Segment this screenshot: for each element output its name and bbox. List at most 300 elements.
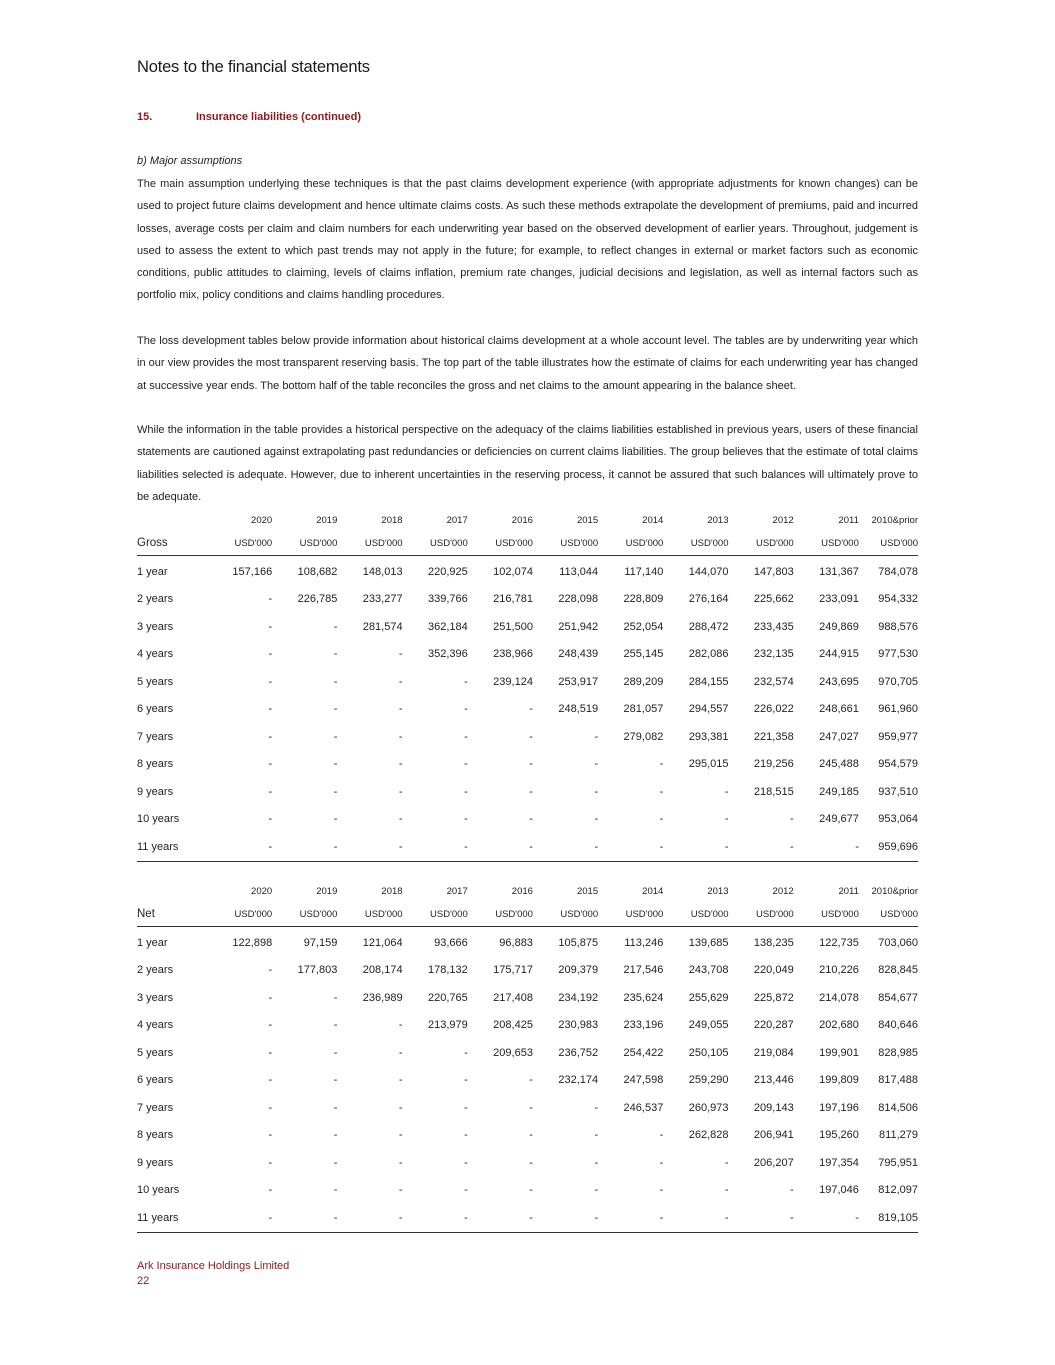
table-row: [137, 1177, 918, 1205]
table-cell: -: [529, 785, 533, 798]
unit-header: USD'000: [207, 531, 272, 556]
unit-header: USD'000: [403, 902, 468, 927]
table-cell: -: [663, 833, 728, 861]
table-cell: 814,506: [878, 1101, 918, 1114]
row-label: 5 years: [137, 1046, 174, 1059]
table-cell: -: [659, 785, 664, 798]
row-label: 4 years: [137, 1019, 174, 1032]
table-cell: 206,941: [753, 1129, 794, 1142]
table-cell: -: [333, 675, 338, 688]
table-cell: -: [333, 648, 338, 661]
unit-header: USD'000: [403, 531, 468, 556]
table-cell: 228,809: [623, 593, 664, 606]
unit-header: USD'000: [533, 902, 598, 927]
year-header: 2012: [772, 514, 794, 526]
table-cell: 249,677: [819, 813, 859, 826]
row-label: 3 years: [137, 991, 174, 1004]
table-cell: -: [464, 813, 468, 826]
table-cell: -: [659, 1184, 664, 1197]
table-cell: -: [268, 1101, 273, 1114]
unit-header: USD'000: [272, 531, 337, 556]
table-cell: -: [272, 1204, 337, 1232]
unit-header: USD'000: [337, 531, 402, 556]
table-cell: -: [337, 833, 402, 861]
table-cell: 248,519: [558, 703, 599, 716]
table-cell: 206,207: [753, 1156, 794, 1169]
table-cell: -: [594, 758, 599, 771]
table-cell: -: [268, 1156, 273, 1169]
year-header: 2018: [381, 885, 403, 897]
footer-company-name: Ark Insurance Holdings Limited: [137, 1260, 290, 1272]
table-row: [137, 1067, 918, 1095]
table-cell: 157,166: [232, 565, 273, 578]
table-cell: -: [659, 1129, 664, 1142]
row-label: 2 years: [137, 593, 174, 606]
table-cell: -: [790, 1184, 794, 1197]
table-cell: 243,695: [819, 675, 859, 688]
header-blank: [137, 880, 207, 902]
net-loss-development-table: [137, 880, 918, 1233]
table-cell: 339,766: [427, 593, 468, 606]
year-header: 2019: [316, 514, 338, 526]
table-cell: -: [398, 785, 403, 798]
table-cell: 254,422: [623, 1046, 664, 1059]
table-cell: 197,196: [819, 1101, 859, 1114]
table-cell: -: [398, 675, 403, 688]
table-cell: -: [268, 758, 273, 771]
table-row: [137, 558, 918, 586]
table-cell: -: [794, 1204, 859, 1232]
table-cell: 197,354: [819, 1156, 859, 1169]
table-cell: 226,785: [297, 593, 338, 606]
table-cell: -: [398, 1156, 403, 1169]
table-cell: 228,098: [558, 593, 599, 606]
table-cell: -: [207, 833, 272, 861]
table-cell: -: [333, 1074, 338, 1087]
table-cell: 108,682: [297, 565, 338, 578]
table-row: [137, 696, 918, 724]
table-cell: -: [398, 1046, 403, 1059]
row-label: 11 years: [137, 1204, 207, 1232]
row-label: 4 years: [137, 648, 174, 661]
table-cell: 937,510: [878, 785, 918, 798]
table-cell: 259,290: [688, 1074, 729, 1087]
year-header: 2013: [707, 885, 729, 897]
table-cell: 251,500: [493, 620, 533, 633]
table-cell: -: [724, 1156, 729, 1169]
table-cell: -: [268, 813, 273, 826]
table-cell: -: [594, 1129, 599, 1142]
table-cell: 195,260: [819, 1129, 859, 1142]
table-cell: -: [333, 1046, 338, 1059]
table-cell: -: [598, 1204, 663, 1232]
table-cell: -: [659, 758, 664, 771]
table-cell: -: [333, 785, 338, 798]
table-cell: 121,064: [362, 936, 403, 949]
table-cell: 138,235: [753, 936, 794, 949]
header-blank: [137, 509, 207, 531]
table-cell: 235,624: [623, 991, 664, 1004]
footer-page-number: 22: [137, 1275, 150, 1287]
table-cell: 253,917: [558, 675, 599, 688]
table-cell: 812,097: [878, 1184, 918, 1197]
table-cell: -: [464, 1101, 468, 1114]
table-cell: 854,677: [878, 991, 918, 1004]
table-cell: -: [403, 1204, 468, 1232]
table-cell: 248,661: [819, 703, 859, 716]
year-header: 2011: [838, 514, 859, 526]
table-cell: 282,086: [688, 648, 729, 661]
table-cell: -: [207, 1204, 272, 1232]
table-cell: 246,537: [623, 1101, 664, 1114]
table-cell: -: [529, 1129, 533, 1142]
table-cell: 988,576: [878, 620, 918, 633]
table-cell: -: [594, 1184, 599, 1197]
table-cell: -: [729, 833, 794, 861]
table-cell: -: [403, 833, 468, 861]
table-cell: 217,408: [493, 991, 533, 1004]
table-cell: 244,915: [819, 648, 859, 661]
table-cell: -: [663, 1204, 728, 1232]
table-cell: -: [333, 813, 338, 826]
table-row: [137, 778, 918, 806]
table-cell: -: [790, 813, 794, 826]
table-cell: 249,055: [688, 1019, 729, 1032]
table-cell: 202,680: [819, 1019, 859, 1032]
unit-header: USD'000: [663, 902, 728, 927]
table-cell: 213,446: [753, 1074, 794, 1087]
table-cell: 243,708: [688, 964, 729, 977]
table-cell: 175,717: [493, 964, 533, 977]
table-cell: -: [529, 1184, 533, 1197]
table-cell: -: [529, 1074, 533, 1087]
table-cell: -: [333, 991, 338, 1004]
table-cell: -: [598, 833, 663, 861]
year-header: 2020: [251, 885, 273, 897]
table-cell: 362,184: [427, 620, 468, 633]
row-label: 9 years: [137, 785, 174, 798]
table-cell: -: [464, 703, 468, 716]
table-cell: 93,666: [434, 936, 468, 949]
table-row: [137, 1149, 918, 1177]
table-cell: 147,803: [753, 565, 794, 578]
table-cell: 233,196: [623, 1019, 664, 1032]
table-cell: -: [533, 1204, 598, 1232]
table-cell: -: [268, 1184, 273, 1197]
table-cell: 255,145: [623, 648, 664, 661]
table-cell: -: [464, 730, 468, 743]
table-cell: 197,046: [819, 1184, 859, 1197]
table-cell: 226,022: [753, 703, 794, 716]
table-row: [137, 1204, 918, 1232]
table-cell: 293,381: [688, 730, 729, 743]
section-number: 15.: [137, 111, 153, 123]
row-label: 2 years: [137, 964, 174, 977]
table-cell: 247,598: [623, 1074, 664, 1087]
table-cell: 819,105: [859, 1204, 918, 1232]
table-cell: -: [659, 813, 664, 826]
year-header: 2015: [576, 514, 599, 526]
table-cell: 122,735: [819, 936, 859, 949]
table-cell: -: [333, 1101, 338, 1114]
year-header: 2012: [772, 885, 794, 897]
table-row: [137, 833, 918, 861]
row-label: 8 years: [137, 758, 174, 771]
table-cell: -: [529, 758, 533, 771]
table-cell: 249,869: [819, 620, 859, 633]
table-cell: 276,164: [688, 593, 729, 606]
table-cell: -: [333, 703, 338, 716]
header-units-row: [137, 902, 918, 927]
table-cell: 234,192: [558, 991, 599, 1004]
row-label: 7 years: [137, 730, 174, 743]
table-cell: -: [268, 785, 273, 798]
table-cell: -: [398, 1129, 403, 1142]
table-row: [137, 586, 918, 614]
table-cell: 217,546: [623, 964, 664, 977]
unit-header: USD'000: [337, 902, 402, 927]
table-cell: 131,367: [819, 565, 859, 578]
year-header: 2014: [642, 885, 664, 897]
table-cell: 239,124: [493, 675, 533, 688]
table-cell: 953,064: [878, 813, 918, 826]
table-cell: 284,155: [688, 675, 729, 688]
table-row: [137, 1094, 918, 1122]
table-cell: 238,966: [493, 648, 533, 661]
table-cell: 250,105: [688, 1046, 729, 1059]
table-cell: -: [464, 785, 468, 798]
table-row: [137, 929, 918, 957]
year-header: 2010&prior: [871, 885, 918, 897]
row-label: 7 years: [137, 1101, 174, 1114]
table-row: [137, 984, 918, 1012]
year-header: 2017: [446, 885, 468, 897]
unit-header: USD'000: [729, 531, 794, 556]
table-cell: 219,084: [753, 1046, 794, 1059]
table-cell: 105,875: [558, 936, 599, 949]
unit-header: USD'000: [272, 902, 337, 927]
table-cell: -: [398, 1101, 403, 1114]
table-cell: -: [594, 730, 599, 743]
table-cell: -: [468, 1204, 533, 1232]
table-cell: -: [594, 785, 599, 798]
table-cell: 961,960: [878, 703, 918, 716]
table-cell: -: [464, 675, 468, 688]
table-row: [137, 723, 918, 751]
table-cell: -: [398, 1019, 403, 1032]
table-cell: -: [529, 813, 533, 826]
table-cell: 233,435: [753, 620, 794, 633]
table-cell: -: [268, 1074, 273, 1087]
year-header: 2015: [576, 885, 599, 897]
table-cell: -: [268, 1019, 273, 1032]
table-cell: 230,983: [558, 1019, 599, 1032]
table-cell: 221,358: [753, 730, 794, 743]
table-cell: 294,557: [688, 703, 729, 716]
table-cell: -: [268, 730, 273, 743]
table-cell: 97,159: [303, 936, 338, 949]
table-cell: -: [333, 1019, 338, 1032]
table-cell: 232,574: [753, 675, 794, 688]
table-cell: 102,074: [493, 565, 533, 578]
row-label: 6 years: [137, 1074, 174, 1087]
table-cell: -: [529, 1156, 533, 1169]
table-cell: -: [464, 1129, 468, 1142]
unit-header: USD'000: [794, 902, 859, 927]
table-cell: -: [333, 758, 338, 771]
table-cell: -: [464, 1074, 468, 1087]
section-heading: [137, 111, 637, 123]
table-row: [137, 751, 918, 779]
table-cell: 295,015: [688, 758, 729, 771]
row-label: 9 years: [137, 1156, 174, 1169]
table-cell: -: [398, 730, 403, 743]
gross-loss-development-table: [137, 509, 918, 862]
table-cell: 233,277: [362, 593, 403, 606]
table-cell: -: [659, 1156, 664, 1169]
table-cell: 795,951: [878, 1156, 918, 1169]
table-cell: 96,883: [499, 936, 533, 949]
table-cell: -: [594, 1101, 599, 1114]
table-cell: -: [268, 593, 273, 606]
table-cell: 218,515: [753, 785, 794, 798]
table-cell: 251,942: [558, 620, 599, 633]
table-row: [137, 1122, 918, 1150]
unit-header: USD'000: [468, 902, 533, 927]
year-header: 2020: [251, 514, 273, 526]
table-cell: -: [529, 703, 533, 716]
table-cell: 288,472: [688, 620, 729, 633]
table-row: [137, 957, 918, 985]
table-cell: 289,209: [623, 675, 664, 688]
table-cell: 113,044: [559, 565, 599, 578]
table-cell: 209,379: [558, 964, 599, 977]
section-title: Insurance liabilities (continued): [196, 111, 362, 123]
table-cell: -: [729, 1204, 794, 1232]
table-cell: -: [268, 675, 273, 688]
table-cell: 216,781: [493, 593, 533, 606]
table-cell: 252,054: [623, 620, 664, 633]
year-header: 2018: [381, 514, 403, 526]
table-cell: 210,226: [819, 964, 859, 977]
table-cell: -: [333, 730, 338, 743]
table-cell: 352,396: [427, 648, 468, 661]
header-years-row: [137, 509, 918, 531]
table-cell: -: [464, 1184, 468, 1197]
table-cell: -: [268, 703, 273, 716]
header-years-row: [137, 880, 918, 902]
table-cell: 214,078: [819, 991, 859, 1004]
table-row: [137, 1012, 918, 1040]
table-cell: -: [533, 833, 598, 861]
table-cell: 959,696: [859, 833, 918, 861]
table-cell: 144,070: [688, 565, 729, 578]
table-cell: 828,845: [878, 964, 918, 977]
table-cell: -: [337, 1204, 402, 1232]
unit-header: USD'000: [598, 902, 663, 927]
unit-header: USD'000: [598, 531, 663, 556]
table-cell: -: [398, 1184, 403, 1197]
table-cell: 248,439: [558, 648, 599, 661]
table-cell: -: [268, 1129, 273, 1142]
table-row: [137, 613, 918, 641]
unit-header: USD'000: [794, 531, 859, 556]
table-cell: 113,246: [624, 936, 664, 949]
year-header: 2011: [838, 885, 859, 897]
page-title: Notes to the financial statements: [137, 58, 370, 76]
table-cell: 225,662: [753, 593, 794, 606]
table-label: Net: [137, 902, 207, 927]
table-cell: 954,579: [878, 758, 918, 771]
row-label: 6 years: [137, 703, 174, 716]
table-cell: -: [724, 1184, 729, 1197]
table-cell: 199,809: [819, 1074, 859, 1087]
table-cell: 225,872: [753, 991, 794, 1004]
table-cell: 954,332: [878, 593, 918, 606]
table-cell: -: [398, 758, 403, 771]
row-label: 8 years: [137, 1129, 174, 1142]
table-cell: 245,488: [819, 758, 859, 771]
table-cell: 236,752: [558, 1046, 599, 1059]
table-row: [137, 806, 918, 834]
table-cell: 977,530: [878, 648, 918, 661]
table-cell: 219,256: [753, 758, 794, 771]
table-cell: 220,925: [427, 565, 468, 578]
row-label: 1 year: [137, 936, 168, 949]
row-label: 11 years: [137, 833, 207, 861]
table-cell: 811,279: [879, 1129, 918, 1142]
table-cell: 236,989: [362, 991, 403, 1004]
table-cell: 148,013: [362, 565, 403, 578]
table-cell: 970,705: [878, 675, 918, 688]
header-units-row: [137, 531, 918, 556]
table-cell: 840,646: [878, 1019, 918, 1032]
table-cell: 199,901: [819, 1046, 859, 1059]
unit-header: USD'000: [729, 902, 794, 927]
subheading: b) Major assumptions: [137, 155, 243, 167]
table-cell: 220,765: [427, 991, 468, 1004]
table-cell: 828,985: [878, 1046, 918, 1059]
table-cell: -: [398, 703, 403, 716]
table-cell: -: [724, 785, 729, 798]
row-label: 3 years: [137, 620, 174, 633]
table-cell: 117,140: [624, 565, 664, 578]
table-cell: -: [333, 1129, 338, 1142]
table-cell: -: [272, 833, 337, 861]
table-cell: 817,488: [878, 1074, 918, 1087]
table-cell: -: [333, 1156, 338, 1169]
year-header: 2013: [707, 514, 729, 526]
table-cell: 232,174: [558, 1074, 599, 1087]
table-cell: -: [268, 620, 273, 633]
table-cell: 260,973: [688, 1101, 729, 1114]
table-cell: -: [468, 833, 533, 861]
table-cell: 279,082: [623, 730, 664, 743]
table-cell: 209,143: [753, 1101, 794, 1114]
table-cell: -: [594, 813, 599, 826]
table-cell: 139,685: [688, 936, 729, 949]
table-cell: 281,057: [623, 703, 664, 716]
paragraph-assumptions: The main assumption underlying these techniques is that the past claims development experience (with appropriate adjustments for known changes) can be used to project future claims development and hence ultimate claims costs. As such these methods extrapolate the development of premiums, paid and incurred losses, average costs per claim and claim numbers for each underwriting year based on the observed development of earlier years. Throughout, judgement is used to assess the extent to which past trends may not apply in the future; for example, to reflect changes in external or market factors such as economic conditions, public attitudes to claiming, levels of claims inflation, premium rate changes, judicial decisions and legislation, as well as internal factors such as portfolio mix, policy conditions and claims handling procedures.: [137, 178, 918, 302]
year-header: 2017: [446, 514, 468, 526]
table-cell: -: [724, 813, 729, 826]
unit-header: USD'000: [207, 902, 272, 927]
table-row: [137, 1039, 918, 1067]
table-cell: 262,828: [688, 1129, 729, 1142]
table-cell: 220,049: [753, 964, 794, 977]
table-cell: 959,977: [878, 730, 918, 743]
row-label: 10 years: [137, 813, 180, 826]
